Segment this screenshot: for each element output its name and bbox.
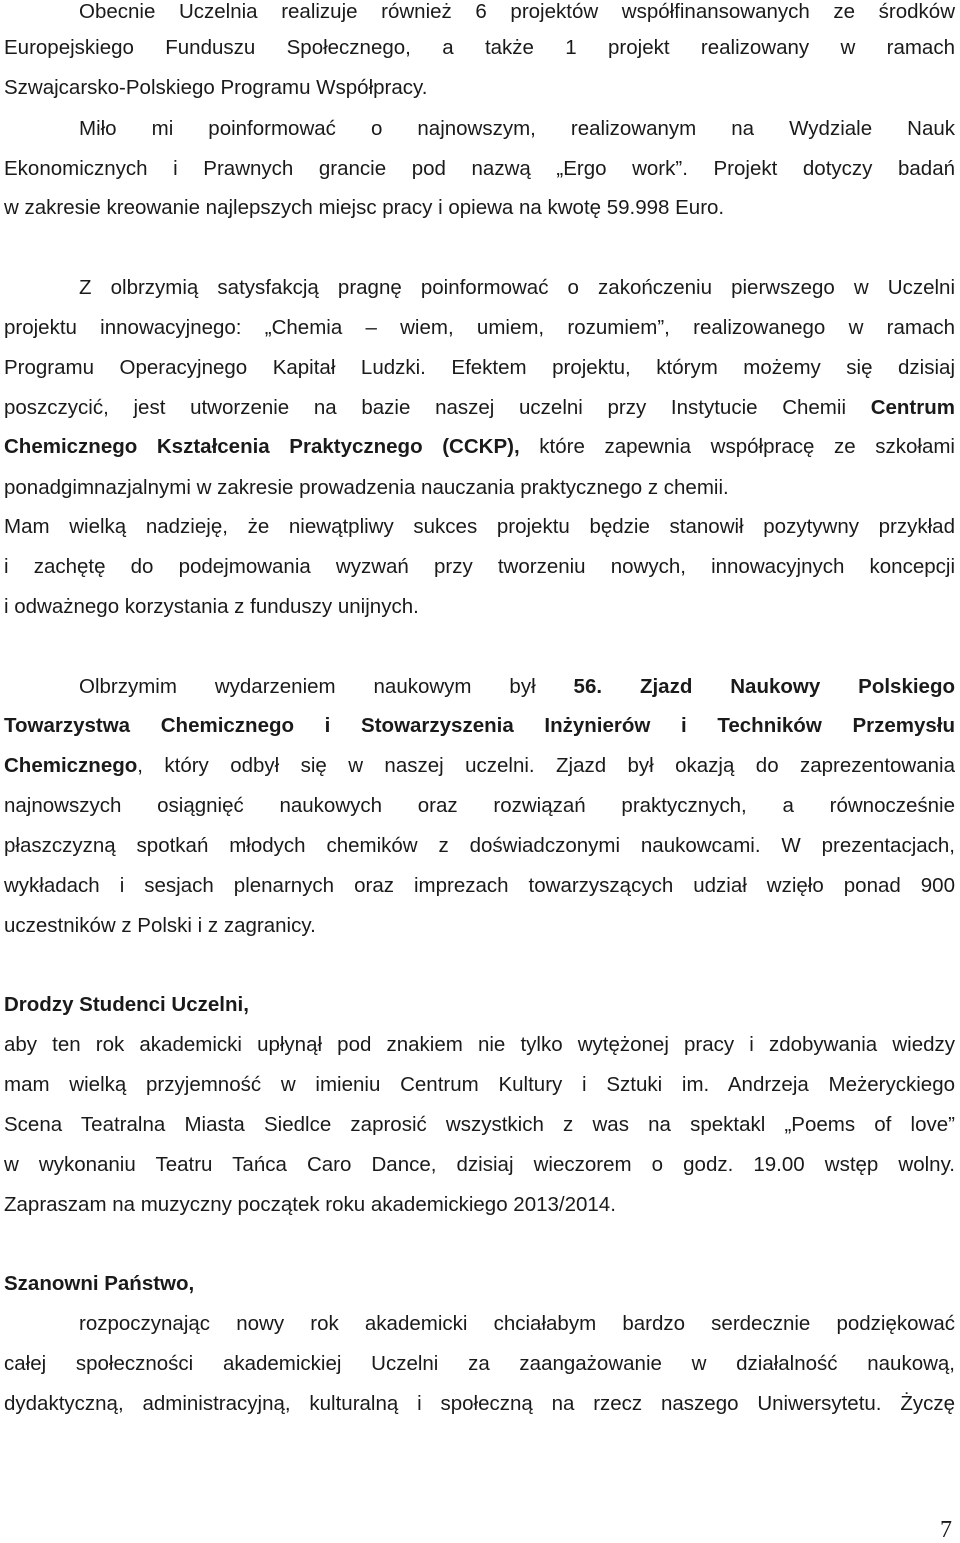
text-line: najnowszych osiągnięć naukowych oraz rozwiązań praktycznych, a równocześnie	[4, 794, 955, 817]
text-line: wykładach i sesjach plenarnych oraz imprezach towarzyszących udział wzięło ponad 900	[4, 874, 955, 897]
text-line	[4, 754, 955, 778]
text-line: aby ten rok akademicki upłynął pod znakiem nie tylko wytężonej pracy i zdobywania wiedzy	[4, 1033, 955, 1056]
text-line: projektu innowacyjnego: „Chemia – wiem, umiem, rozumiem”, realizowanego w ramach	[4, 316, 955, 339]
text-line: Zapraszam na muzyczny początek roku akademickiego 2013/2014.	[4, 1193, 616, 1216]
text-line: płaszczyzną spotkań młodych chemików z doświadczonymi naukowcami. W prezentacjach,	[4, 834, 955, 857]
text-line: całej społeczności akademickiej Uczelni za zaangażowanie w działalność naukową,	[4, 1352, 955, 1375]
text-run: Olbrzymim wydarzeniem naukowym był	[79, 675, 536, 698]
text-run: , który odbył się w naszej uczelni. Zjazd był okazją do zaprezentowania	[137, 754, 955, 777]
text-run: które zapewnia współpracę ze szkołami	[539, 435, 955, 458]
bold-text-run: Centrum	[870, 396, 955, 419]
text-line: Scena Teatralna Miasta Siedlce zaprosić wszystkich z was na spektakl „Poems of love”	[4, 1113, 955, 1136]
text-run: poszczycić, jest utworzenie na bazie naszej uczelni przy Instytucie Chemii	[4, 396, 846, 419]
text-line: w zakresie kreowanie najlepszych miejsc pracy i opiewa na kwotę 59.998 Euro.	[4, 196, 725, 219]
bold-text-run: 56. Zjazd Naukowy Polskiego	[573, 675, 955, 698]
text-line	[4, 435, 955, 459]
text-line	[79, 675, 955, 699]
text-line: Obecnie Uczelnia realizuje również 6 projektów współfinansowanych ze środków	[79, 0, 955, 23]
text-line: Z olbrzymią satysfakcją pragnę poinformować o zakończeniu pierwszego w Uczelni	[79, 276, 955, 299]
bold-text-run: Chemicznego	[4, 754, 138, 777]
text-line: w wykonaniu Teatru Tańca Caro Dance, dzisiaj wieczorem o godz. 19.00 wstęp wolny.	[4, 1153, 955, 1176]
text-line: uczestników z Polski i z zagranicy.	[4, 914, 316, 937]
text-line: Szwajcarsko-Polskiego Programu Współpracy.	[4, 76, 428, 99]
bold-text-run: Chemicznego Kształcenia Praktycznego (CCKP),	[4, 435, 520, 458]
text-line: Ekonomicznych i Prawnych grancie pod nazwą „Ergo work”. Projekt dotyczy badań	[4, 157, 955, 180]
text-line: Programu Operacyjnego Kapitał Ludzki. Efektem projektu, którym możemy się dzisiaj	[4, 356, 955, 379]
text-line: dydaktyczną, administracyjną, kulturalną i społeczną na rzecz naszego Uniwersytetu. Życzę	[4, 1392, 955, 1415]
text-line: mam wielką przyjemność w imieniu Centrum Kultury i Sztuki im. Andrzeja Meżeryckiego	[4, 1073, 955, 1096]
text-line	[4, 396, 955, 420]
section-heading: Drodzy Studenci Uczelni,	[4, 993, 249, 1016]
page-number: 7	[940, 1517, 952, 1543]
text-line: Towarzystwa Chemicznego i Stowarzyszenia Inżynierów i Techników Przemysłu	[4, 714, 955, 737]
text-line: ponadgimnazjalnymi w zakresie prowadzenia nauczania praktycznego z chemii.	[4, 476, 729, 499]
text-line: Miło mi poinformować o najnowszym, realizowanym na Wydziale Nauk	[79, 117, 955, 140]
section-heading: Szanowni Państwo,	[4, 1272, 195, 1295]
text-line: i zachętę do podejmowania wyzwań przy tworzeniu nowych, innowacyjnych koncepcji	[4, 555, 955, 578]
text-line: rozpoczynając nowy rok akademicki chciałabym bardzo serdecznie podziękować	[79, 1312, 955, 1335]
text-line: Europejskiego Funduszu Społecznego, a także 1 projekt realizowany w ramach	[4, 36, 955, 59]
text-line: i odważnego korzystania z funduszy unijnych.	[4, 595, 419, 618]
text-line: Mam wielką nadzieję, że niewątpliwy sukces projektu będzie stanowił pozytywny przykład	[4, 515, 955, 538]
